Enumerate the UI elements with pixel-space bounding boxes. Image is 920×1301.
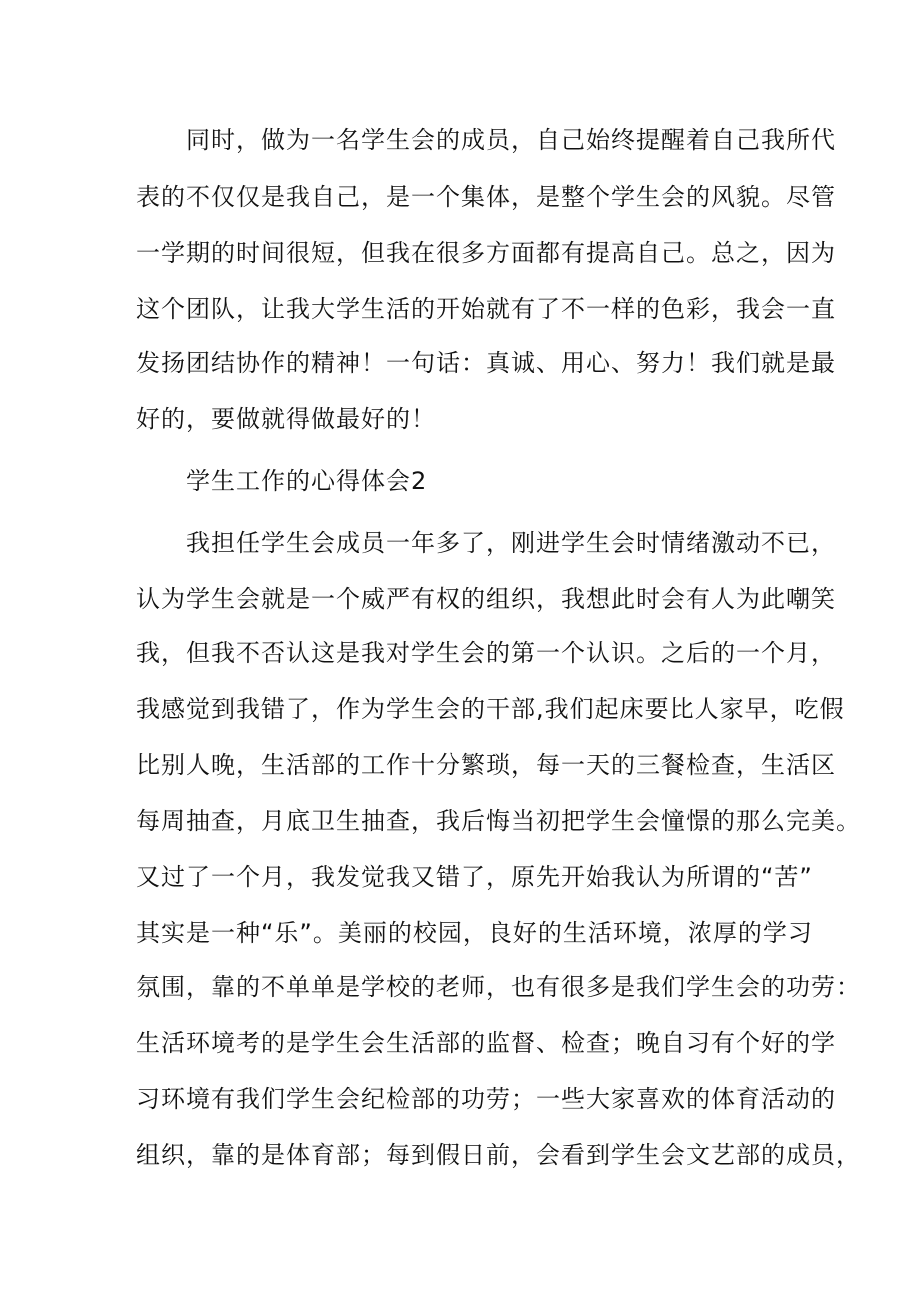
text-line: 组织，靠的是体育部；每到假日前，会看到学生会文艺部的成员，: [136, 1141, 861, 1169]
text-line: 又过了一个月，我发觉我又错了，原先开始我认为所谓的“苦”: [136, 863, 813, 891]
text-line: 同时，做为一名学生会的成员，自己始终提醒着自己我所代: [186, 126, 836, 154]
text-line: 一学期的时间很短，但我在很多方面都有提高自己。总之，因为: [136, 239, 836, 267]
text-line: 这个团队，让我大学生活的开始就有了不一样的色彩，我会一直: [136, 295, 836, 323]
text-line: 好的，要做就得做最好的！: [136, 405, 436, 433]
text-line: 表的不仅仅是我自己，是一个集体，是整个学生会的风貌。尽管: [136, 183, 836, 211]
text-line: 我感觉到我错了，作为学生会的干部,我们起床要比人家早，吃假: [136, 695, 845, 723]
section-heading: 学生工作的心得体会2: [186, 467, 428, 495]
text-line: 其实是一种“乐”。美丽的校园，良好的生活环境，浓厚的学习: [136, 919, 813, 947]
text-line: 习环境有我们学生会纪检部的功劳；一些大家喜欢的体育活动的: [136, 1085, 836, 1113]
text-line: 我担任学生会成员一年多了，刚进学生会时情绪激动不已，: [186, 529, 836, 557]
text-line: 发扬团结协作的精神！一句话：真诚、用心、努力！我们就是最: [136, 349, 836, 377]
text-line: 我，但我不否认这是我对学生会的第一个认识。之后的一个月，: [136, 639, 836, 667]
text-line: 氛围，靠的不单单是学校的老师，也有很多是我们学生会的功劳：: [136, 973, 861, 1001]
text-line: 认为学生会就是一个威严有权的组织，我想此时会有人为此嘲笑: [136, 585, 836, 613]
text-line: 生活环境考的是学生会生活部的监督、检查；晚自习有个好的学: [136, 1029, 836, 1057]
text-line: 每周抽查，月底卫生抽查，我后悔当初把学生会憧憬的那么完美。: [136, 807, 861, 835]
text-line: 比别人晚，生活部的工作十分繁琐，每一天的三餐检查，生活区: [136, 751, 836, 779]
